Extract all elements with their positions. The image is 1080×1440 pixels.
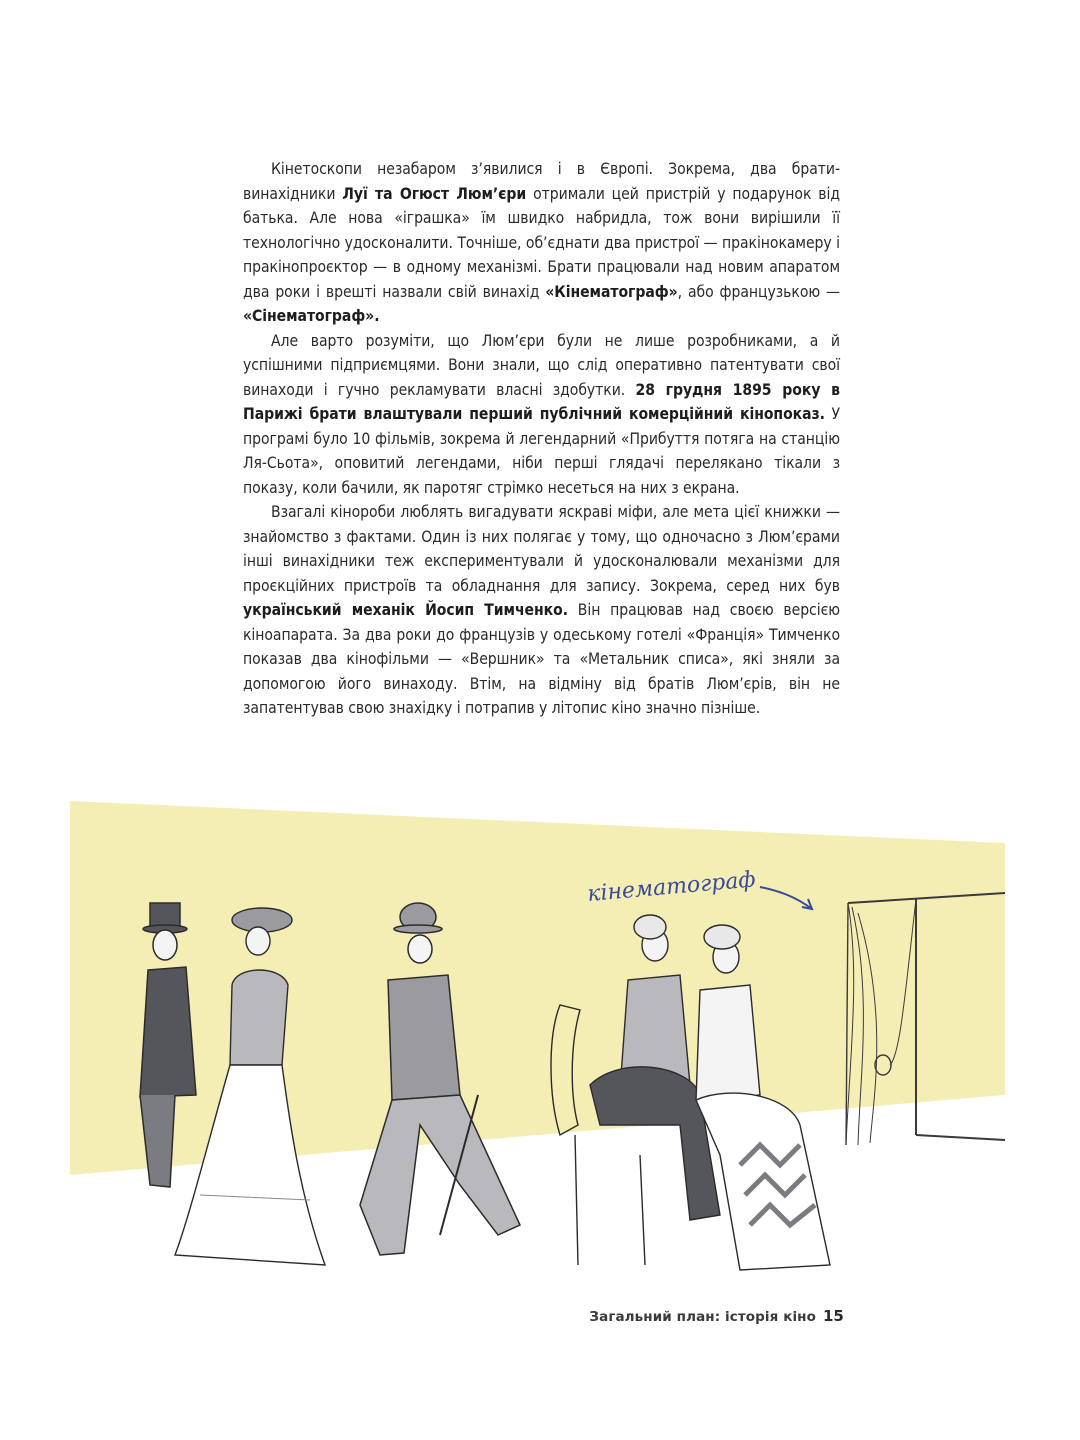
text-run: Кінетоскопи незабаром з’явилися і в Європі. Зокрема, два брати-винахідники [243,160,840,203]
text-run: Взагалі кінороби люблять вигадувати яскраві міфи, але мета цієї книжки — знайомство з фактами. Один із них полягає у тому, що одночасно з Люм’єрами інші винахідники теж експериментували й удосконалювали механізми для проєкційних пристроїв та обладнання для запису. Зокрема, серед них був [243,503,840,595]
page-number: 15 [823,1307,844,1325]
bold-phrase: український механік Йосип Тимченко. [243,601,569,619]
light-beam [70,801,1005,1175]
page-footer [0,1303,1080,1333]
bold-phrase: Луї та Огюст Люм’єри [342,184,527,203]
text-run: У програмі було 10 фільмів, зокрема й легендарний «Прибуття потяга на станцію Ля-Сьота», оповитий легендами, ніби перші глядачі перелякано тікали з показу, коли бачили, як паротяг стрімко несеться на них з екрана. [243,405,841,497]
text-run: отримали цей пристрій у подарунок від батька. Але нова «іграшка» їм швидко набридла, тож вони вирішили її технологічно удосконалити. Точніше, об’єднати два пристрої — пракінокамеру і пракінопроєктор — в одному механізмі. Брати працювали над новим апаратом два роки і врешті назвали свій винахід [243,184,840,301]
paragraph-1 [243,157,840,329]
cinema-illustration [0,795,1080,1295]
text-run: Але варто розуміти, що Люм’єри були не лише розробниками, а й успішними підприємцями. Вони знали, що слід оперативно патентувати свої винаходи і гучно рекламувати власні здобутки. [243,331,840,399]
handwritten-label: кінематограф [586,867,757,907]
paragraph-3 [243,500,840,721]
main-text [243,157,840,721]
text-run: Він працював над своєю версією кіноапарата. За два роки до французів у одеському готелі «Франція» Тимченко показав два кінофільми — «Вершник» та «Метальник списа», які зняли за допомогою його винаходу. Втім, на відміну від братів Люм’єрів, він не запатентував свою знахідку і потрапив у літопис кіно значно пізніше. [243,601,840,717]
paragraph-2 [243,329,840,501]
bold-phrase: «Кінематограф» [545,282,678,301]
running-title: Загальний план: історія кіно [589,1309,816,1325]
bold-phrase: «Сінематограф». [243,307,380,325]
bold-phrase: 28 грудня 1895 року в Парижі брати влаштували перший публічний комерційний кінопоказ. [243,380,840,423]
text-run: , або французькою — [677,282,840,301]
